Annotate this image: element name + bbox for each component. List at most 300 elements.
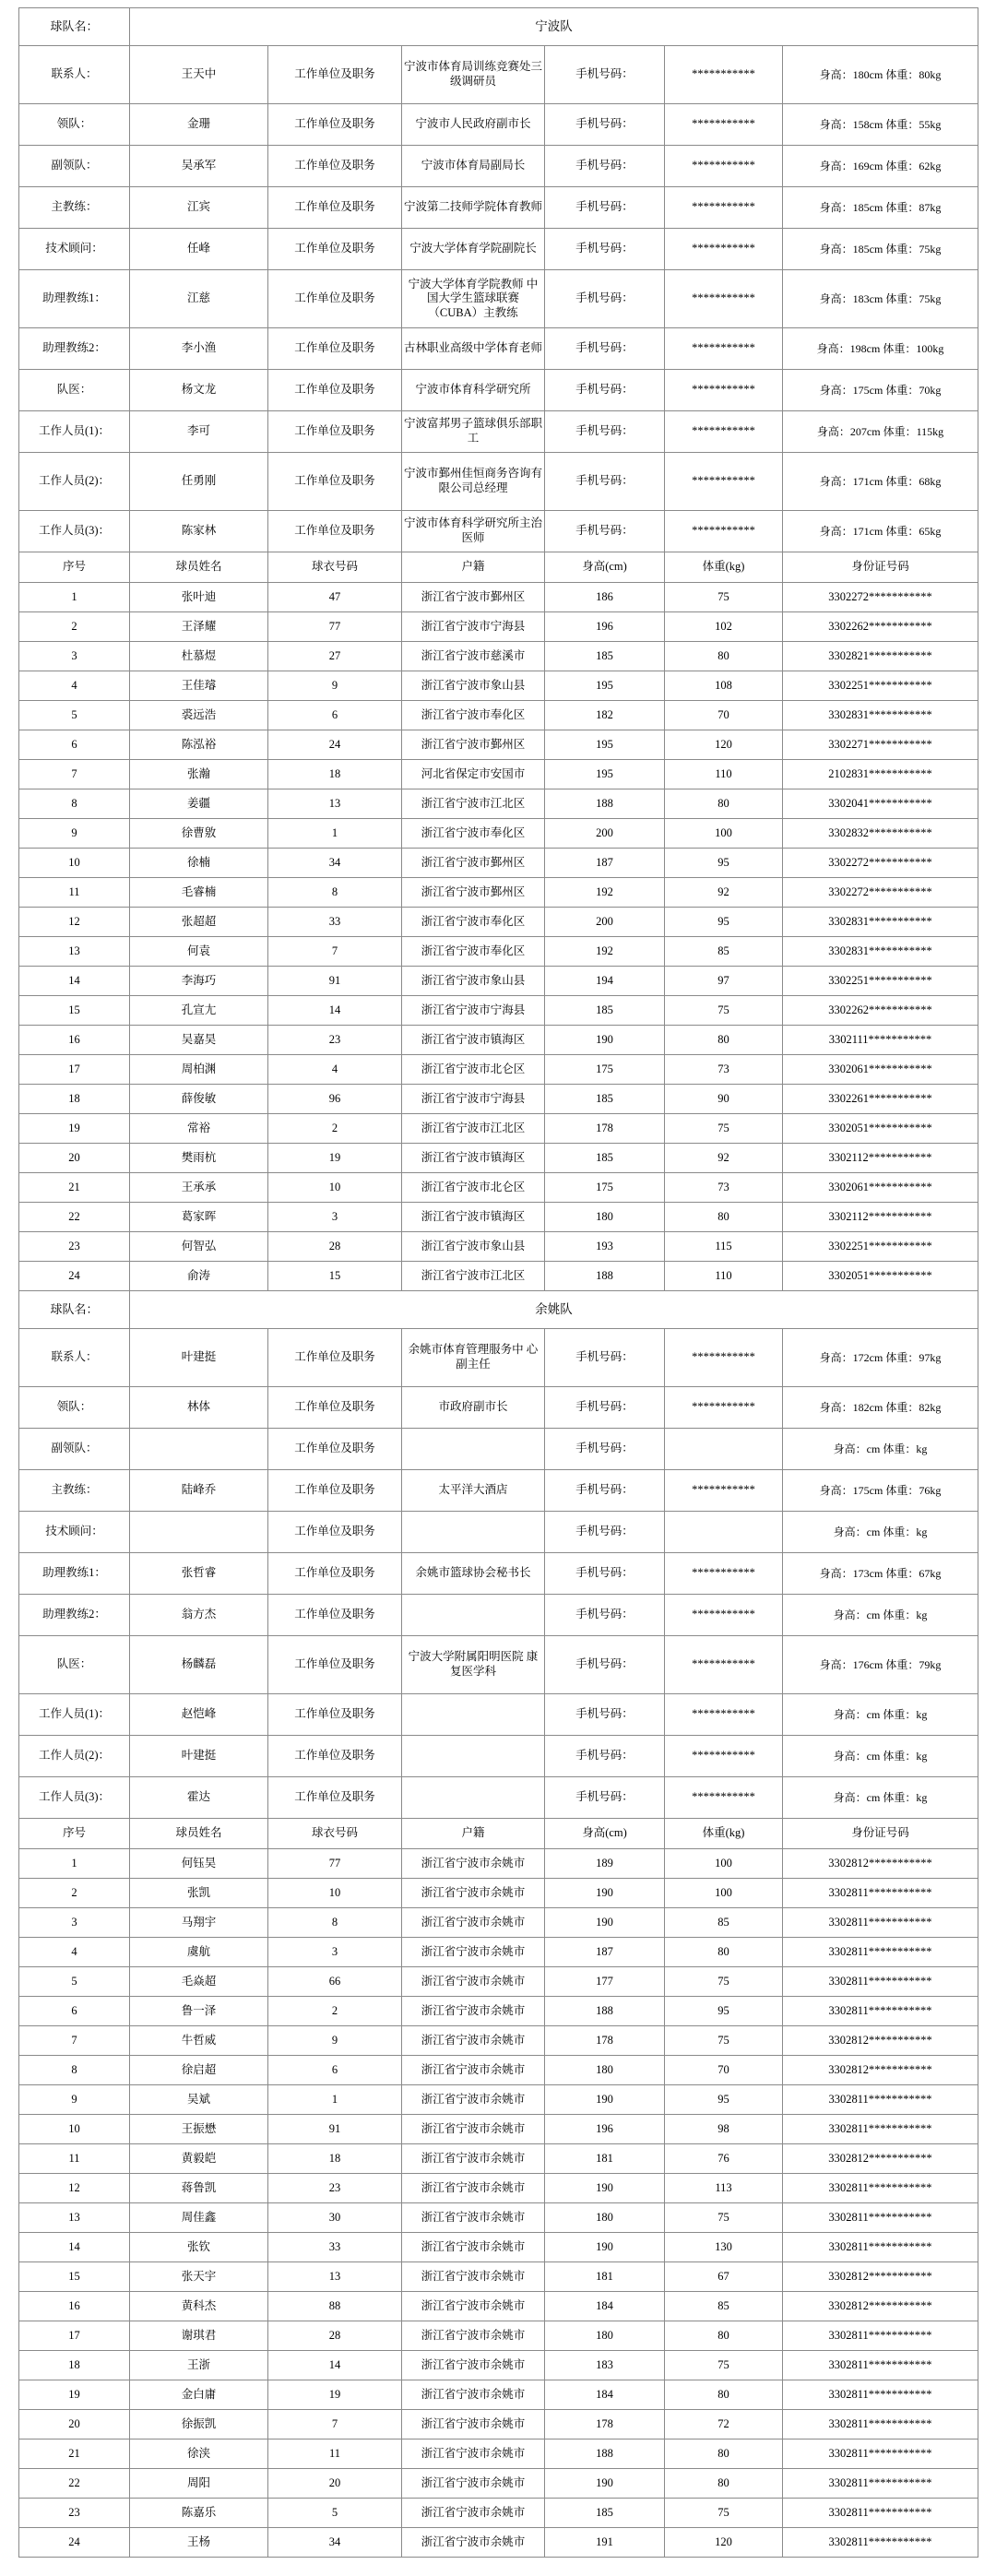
player-index: 17 [19, 1055, 130, 1085]
player-weight: 75 [665, 2351, 783, 2380]
player-index: 9 [19, 819, 130, 849]
player-residence: 浙江省宁波市鄞州区 [402, 730, 545, 760]
player-id-number: 3302811*********** [783, 2499, 978, 2528]
player-height: 185 [545, 996, 665, 1026]
staff-unit-value: 宁波富邦男子篮球俱乐部职工 [402, 411, 545, 453]
player-row [19, 2499, 978, 2528]
staff-role-label: 助理教练2： [19, 328, 130, 370]
staff-row [19, 229, 978, 270]
player-row [19, 2439, 978, 2469]
staff-name-value: 翁方杰 [130, 1595, 268, 1636]
player-weight: 80 [665, 2380, 783, 2410]
staff-name-value: 赵恺峰 [130, 1694, 268, 1736]
player-name: 常裕 [130, 1114, 268, 1144]
player-height: 178 [545, 2026, 665, 2056]
player-residence: 浙江省宁波市鄞州区 [402, 878, 545, 908]
player-row [19, 789, 978, 819]
staff-phone-value: *********** [665, 411, 783, 453]
player-height: 195 [545, 671, 665, 701]
staff-phone-value: *********** [665, 270, 783, 328]
player-id-number: 3302251*********** [783, 967, 978, 996]
header-index: 序号 [19, 552, 130, 583]
player-id-number: 3302811*********** [783, 1997, 978, 2026]
staff-phone-label: 手机号码： [545, 1777, 665, 1819]
staff-phone-label: 手机号码： [545, 104, 665, 146]
player-weight: 73 [665, 1173, 783, 1203]
staff-height-weight-value: 身高：183cm 体重：75kg [783, 270, 978, 328]
player-weight: 115 [665, 1232, 783, 1262]
player-row [19, 2085, 978, 2115]
staff-role-label: 技术顾问： [19, 1512, 130, 1553]
player-id-number: 3302811*********** [783, 2203, 978, 2233]
player-name: 姜疆 [130, 789, 268, 819]
player-id-number: 3302831*********** [783, 937, 978, 967]
player-index: 4 [19, 671, 130, 701]
player-id-number: 3302811*********** [783, 2321, 978, 2351]
player-index: 24 [19, 2528, 130, 2558]
player-name: 孔宣尢 [130, 996, 268, 1026]
player-residence: 浙江省宁波市余姚市 [402, 1908, 545, 1938]
staff-phone-label: 手机号码： [545, 146, 665, 187]
player-row [19, 2115, 978, 2144]
player-height: 175 [545, 1055, 665, 1085]
player-id-number: 3302811*********** [783, 1908, 978, 1938]
player-jersey-number: 1 [268, 819, 402, 849]
staff-unit-value: 宁波大学体育学院副院长 [402, 229, 545, 270]
player-name: 王杨 [130, 2528, 268, 2558]
staff-name-value: 江宾 [130, 187, 268, 229]
player-row [19, 1997, 978, 2026]
player-jersey-number: 8 [268, 1908, 402, 1938]
player-jersey-number: 15 [268, 1262, 402, 1291]
player-id-number: 3302811*********** [783, 1879, 978, 1908]
player-height: 182 [545, 701, 665, 730]
player-jersey-number: 14 [268, 996, 402, 1026]
player-residence: 浙江省宁波市镇海区 [402, 1203, 545, 1232]
team-name-label: 球队名： [19, 1291, 130, 1329]
player-id-number: 3302811*********** [783, 1938, 978, 1967]
staff-role-label: 联系人： [19, 46, 130, 104]
player-jersey-number: 28 [268, 2321, 402, 2351]
player-id-number: 3302811*********** [783, 2528, 978, 2558]
staff-phone-value: *********** [665, 1636, 783, 1694]
player-jersey-number: 18 [268, 760, 402, 789]
player-id-number: 3302811*********** [783, 2115, 978, 2144]
player-weight: 80 [665, 2321, 783, 2351]
player-row [19, 701, 978, 730]
player-index: 21 [19, 2439, 130, 2469]
staff-phone-value: *********** [665, 104, 783, 146]
player-index: 20 [19, 1144, 130, 1173]
staff-role-label: 工作人员(2)： [19, 1736, 130, 1777]
player-height: 186 [545, 583, 665, 612]
staff-name-value: 金珊 [130, 104, 268, 146]
player-residence: 浙江省宁波市余姚市 [402, 2292, 545, 2321]
header-id-number: 身份证号码 [783, 552, 978, 583]
staff-phone-value: *********** [665, 1736, 783, 1777]
player-height: 190 [545, 2085, 665, 2115]
player-row [19, 642, 978, 671]
player-id-number: 3302811*********** [783, 2439, 978, 2469]
player-weight: 100 [665, 819, 783, 849]
player-index: 13 [19, 2203, 130, 2233]
player-name: 何袁 [130, 937, 268, 967]
player-height: 188 [545, 1262, 665, 1291]
staff-name-value: 叶建挺 [130, 1329, 268, 1387]
staff-row [19, 104, 978, 146]
player-jersey-number: 6 [268, 701, 402, 730]
player-id-number: 3302051*********** [783, 1114, 978, 1144]
player-residence: 浙江省宁波市余姚市 [402, 1967, 545, 1997]
player-residence: 浙江省宁波市余姚市 [402, 1879, 545, 1908]
player-id-number: 3302811*********** [783, 2469, 978, 2499]
player-residence: 浙江省宁波市象山县 [402, 967, 545, 996]
staff-unit-label: 工作单位及职务 [268, 46, 402, 104]
player-row [19, 849, 978, 878]
staff-height-weight-value: 身高：180cm 体重：80kg [783, 46, 978, 104]
staff-role-label: 工作人员(1)： [19, 411, 130, 453]
player-row [19, 760, 978, 789]
player-row [19, 730, 978, 760]
player-name: 张叶迪 [130, 583, 268, 612]
player-weight: 95 [665, 849, 783, 878]
staff-role-label: 领队： [19, 1387, 130, 1429]
player-name: 黄毅皑 [130, 2144, 268, 2174]
staff-phone-value [665, 1429, 783, 1470]
player-row [19, 2203, 978, 2233]
staff-unit-label: 工作单位及职务 [268, 1470, 402, 1512]
player-name: 杜慕煜 [130, 642, 268, 671]
player-weight: 100 [665, 1879, 783, 1908]
player-height: 180 [545, 2056, 665, 2085]
staff-role-label: 联系人： [19, 1329, 130, 1387]
player-residence: 浙江省宁波市余姚市 [402, 2439, 545, 2469]
staff-height-weight-value: 身高：198cm 体重：100kg [783, 328, 978, 370]
staff-phone-value: *********** [665, 453, 783, 511]
player-name: 谢琪君 [130, 2321, 268, 2351]
staff-phone-value [665, 1512, 783, 1553]
player-jersey-number: 77 [268, 1849, 402, 1879]
staff-unit-value: 宁波市体育局训练竞赛处三级调研员 [402, 46, 545, 104]
player-jersey-number: 66 [268, 1967, 402, 1997]
staff-role-label: 副领队： [19, 1429, 130, 1470]
staff-name-value: 叶建挺 [130, 1736, 268, 1777]
player-id-number: 3302821*********** [783, 642, 978, 671]
player-jersey-number: 77 [268, 612, 402, 642]
player-jersey-number: 3 [268, 1938, 402, 1967]
player-index: 19 [19, 1114, 130, 1144]
staff-name-value: 李小渔 [130, 328, 268, 370]
player-table-header-row [19, 1819, 978, 1849]
player-id-number: 3302272*********** [783, 849, 978, 878]
player-height: 184 [545, 2292, 665, 2321]
staff-height-weight-value: 身高：171cm 体重：65kg [783, 511, 978, 552]
player-residence: 浙江省宁波市余姚市 [402, 2056, 545, 2085]
player-weight: 75 [665, 996, 783, 1026]
player-jersey-number: 34 [268, 2528, 402, 2558]
staff-phone-value: *********** [665, 229, 783, 270]
staff-unit-label: 工作单位及职务 [268, 270, 402, 328]
player-weight: 95 [665, 1997, 783, 2026]
player-jersey-number: 24 [268, 730, 402, 760]
player-residence: 浙江省宁波市鄞州区 [402, 583, 545, 612]
staff-phone-label: 手机号码： [545, 1553, 665, 1595]
player-height: 180 [545, 2203, 665, 2233]
player-jersey-number: 33 [268, 2233, 402, 2262]
player-residence: 浙江省宁波市镇海区 [402, 1026, 545, 1055]
player-weight: 80 [665, 1026, 783, 1055]
player-index: 18 [19, 2351, 130, 2380]
staff-phone-value: *********** [665, 1553, 783, 1595]
player-weight: 108 [665, 671, 783, 701]
player-jersey-number: 2 [268, 1997, 402, 2026]
player-residence: 浙江省宁波市余姚市 [402, 2085, 545, 2115]
staff-phone-label: 手机号码： [545, 511, 665, 552]
player-index: 16 [19, 2292, 130, 2321]
staff-height-weight-value: 身高：185cm 体重：87kg [783, 187, 978, 229]
staff-height-weight-value: 身高：158cm 体重：55kg [783, 104, 978, 146]
staff-name-value: 江慈 [130, 270, 268, 328]
staff-name-value: 杨麟磊 [130, 1636, 268, 1694]
player-height: 194 [545, 967, 665, 996]
player-name: 马翔宇 [130, 1908, 268, 1938]
staff-row [19, 146, 978, 187]
staff-height-weight-value: 身高：cm 体重：kg [783, 1429, 978, 1470]
player-jersey-number: 2 [268, 1114, 402, 1144]
player-row [19, 967, 978, 996]
staff-unit-value: 古林职业高级中学体育老师 [402, 328, 545, 370]
player-weight: 70 [665, 2056, 783, 2085]
player-residence: 浙江省宁波市余姚市 [402, 2499, 545, 2528]
staff-row [19, 1470, 978, 1512]
staff-unit-value: 余姚市体育管理服务中 心副主任 [402, 1329, 545, 1387]
header-player-name: 球员姓名 [130, 552, 268, 583]
staff-name-value: 任峰 [130, 229, 268, 270]
player-index: 24 [19, 1262, 130, 1291]
staff-role-label: 助理教练2： [19, 1595, 130, 1636]
staff-unit-value [402, 1736, 545, 1777]
player-height: 200 [545, 908, 665, 937]
player-weight: 113 [665, 2174, 783, 2203]
player-jersey-number: 34 [268, 849, 402, 878]
player-index: 10 [19, 2115, 130, 2144]
player-height: 187 [545, 849, 665, 878]
player-name: 蒋鲁凯 [130, 2174, 268, 2203]
staff-unit-label: 工作单位及职务 [268, 411, 402, 453]
player-row [19, 2144, 978, 2174]
player-index: 7 [19, 760, 130, 789]
player-id-number: 3302811*********** [783, 2233, 978, 2262]
player-residence: 浙江省宁波市北仑区 [402, 1173, 545, 1203]
player-height: 180 [545, 2321, 665, 2351]
staff-row [19, 1387, 978, 1429]
player-row [19, 2174, 978, 2203]
player-height: 189 [545, 1849, 665, 1879]
player-index: 14 [19, 967, 130, 996]
staff-row [19, 270, 978, 328]
player-name: 毛睿楠 [130, 878, 268, 908]
player-row [19, 2351, 978, 2380]
player-residence: 浙江省宁波市余姚市 [402, 2380, 545, 2410]
player-id-number: 3302812*********** [783, 2292, 978, 2321]
player-weight: 80 [665, 642, 783, 671]
player-jersey-number: 14 [268, 2351, 402, 2380]
player-name: 徐曹敫 [130, 819, 268, 849]
team-name-row [19, 1291, 978, 1329]
staff-row [19, 411, 978, 453]
player-row [19, 937, 978, 967]
player-jersey-number: 30 [268, 2203, 402, 2233]
staff-phone-label: 手机号码： [545, 1470, 665, 1512]
staff-height-weight-value: 身高：171cm 体重：68kg [783, 453, 978, 511]
staff-unit-value: 太平洋大酒店 [402, 1470, 545, 1512]
player-weight: 80 [665, 789, 783, 819]
player-name: 陈泓裕 [130, 730, 268, 760]
player-weight: 98 [665, 2115, 783, 2144]
staff-row [19, 1694, 978, 1736]
player-name: 王佳璿 [130, 671, 268, 701]
player-row [19, 2321, 978, 2351]
player-name: 徐启超 [130, 2056, 268, 2085]
player-residence: 浙江省宁波市象山县 [402, 1232, 545, 1262]
player-row [19, 1085, 978, 1114]
player-index: 7 [19, 2026, 130, 2056]
player-jersey-number: 11 [268, 2439, 402, 2469]
player-weight: 92 [665, 878, 783, 908]
player-weight: 75 [665, 2026, 783, 2056]
player-row [19, 1203, 978, 1232]
staff-unit-label: 工作单位及职务 [268, 1429, 402, 1470]
player-height: 190 [545, 1908, 665, 1938]
staff-unit-value: 宁波大学附属阳明医院 康复医学科 [402, 1636, 545, 1694]
player-residence: 浙江省宁波市奉化区 [402, 937, 545, 967]
header-weight: 体重(kg) [665, 1819, 783, 1849]
staff-row [19, 511, 978, 552]
player-name: 张瀚 [130, 760, 268, 789]
player-residence: 浙江省宁波市宁海县 [402, 612, 545, 642]
player-height: 190 [545, 1879, 665, 1908]
player-residence: 浙江省宁波市江北区 [402, 1262, 545, 1291]
player-weight: 76 [665, 2144, 783, 2174]
header-index: 序号 [19, 1819, 130, 1849]
player-row [19, 1055, 978, 1085]
staff-height-weight-value: 身高：cm 体重：kg [783, 1595, 978, 1636]
player-index: 19 [19, 2380, 130, 2410]
staff-phone-value: *********** [665, 328, 783, 370]
player-id-number: 3302811*********** [783, 2174, 978, 2203]
player-index: 15 [19, 2262, 130, 2292]
staff-phone-value: *********** [665, 511, 783, 552]
player-jersey-number: 10 [268, 1879, 402, 1908]
player-weight: 75 [665, 1114, 783, 1144]
staff-phone-label: 手机号码： [545, 411, 665, 453]
player-residence: 浙江省宁波市镇海区 [402, 1144, 545, 1173]
player-id-number: 3302112*********** [783, 1144, 978, 1173]
player-residence: 浙江省宁波市北仑区 [402, 1055, 545, 1085]
player-name: 陈嘉乐 [130, 2499, 268, 2528]
player-row [19, 1938, 978, 1967]
player-height: 177 [545, 1967, 665, 1997]
player-weight: 67 [665, 2262, 783, 2292]
player-id-number: 3302811*********** [783, 2380, 978, 2410]
player-index: 8 [19, 2056, 130, 2085]
staff-row [19, 328, 978, 370]
player-row [19, 2528, 978, 2558]
player-jersey-number: 13 [268, 789, 402, 819]
player-residence: 浙江省宁波市象山县 [402, 671, 545, 701]
player-name: 薛俊敏 [130, 1085, 268, 1114]
player-index: 20 [19, 2410, 130, 2439]
player-index: 6 [19, 730, 130, 760]
staff-row [19, 187, 978, 229]
player-weight: 73 [665, 1055, 783, 1085]
player-id-number: 3302812*********** [783, 1849, 978, 1879]
player-weight: 102 [665, 612, 783, 642]
staff-row [19, 1553, 978, 1595]
staff-phone-value: *********** [665, 1694, 783, 1736]
player-row [19, 1144, 978, 1173]
player-name: 何钰昊 [130, 1849, 268, 1879]
staff-unit-label: 工作单位及职务 [268, 187, 402, 229]
player-index: 23 [19, 2499, 130, 2528]
staff-unit-label: 工作单位及职务 [268, 1736, 402, 1777]
staff-row [19, 1736, 978, 1777]
player-height: 196 [545, 612, 665, 642]
player-id-number: 3302041*********** [783, 789, 978, 819]
player-jersey-number: 23 [268, 1026, 402, 1055]
player-jersey-number: 6 [268, 2056, 402, 2085]
player-height: 185 [545, 1144, 665, 1173]
staff-name-value [130, 1512, 268, 1553]
player-row [19, 819, 978, 849]
player-name: 葛家晖 [130, 1203, 268, 1232]
player-height: 190 [545, 2469, 665, 2499]
player-row [19, 1908, 978, 1938]
staff-role-label: 工作人员(3)： [19, 511, 130, 552]
staff-unit-label: 工作单位及职务 [268, 453, 402, 511]
player-weight: 97 [665, 967, 783, 996]
staff-phone-label: 手机号码： [545, 370, 665, 411]
player-id-number: 3302812*********** [783, 2026, 978, 2056]
player-jersey-number: 8 [268, 878, 402, 908]
staff-role-label: 主教练： [19, 1470, 130, 1512]
player-height: 175 [545, 1173, 665, 1203]
staff-name-value: 杨文龙 [130, 370, 268, 411]
player-weight: 85 [665, 2292, 783, 2321]
player-residence: 浙江省宁波市奉化区 [402, 701, 545, 730]
player-index: 22 [19, 1203, 130, 1232]
player-index: 13 [19, 937, 130, 967]
staff-phone-label: 手机号码： [545, 46, 665, 104]
player-weight: 100 [665, 1849, 783, 1879]
player-name: 张超超 [130, 908, 268, 937]
player-jersey-number: 27 [268, 642, 402, 671]
player-row [19, 1026, 978, 1055]
staff-height-weight-value: 身高：cm 体重：kg [783, 1736, 978, 1777]
player-index: 18 [19, 1085, 130, 1114]
player-jersey-number: 1 [268, 2085, 402, 2115]
staff-unit-value: 宁波大学体育学院教师 中国大学生篮球联赛（CUBA）主教练 [402, 270, 545, 328]
staff-height-weight-value: 身高：175cm 体重：76kg [783, 1470, 978, 1512]
player-jersey-number: 9 [268, 671, 402, 701]
player-height: 192 [545, 937, 665, 967]
staff-height-weight-value: 身高：cm 体重：kg [783, 1512, 978, 1553]
staff-phone-label: 手机号码： [545, 1636, 665, 1694]
player-weight: 75 [665, 2499, 783, 2528]
player-id-number: 3302251*********** [783, 671, 978, 701]
staff-row [19, 1512, 978, 1553]
player-id-number: 3302051*********** [783, 1262, 978, 1291]
